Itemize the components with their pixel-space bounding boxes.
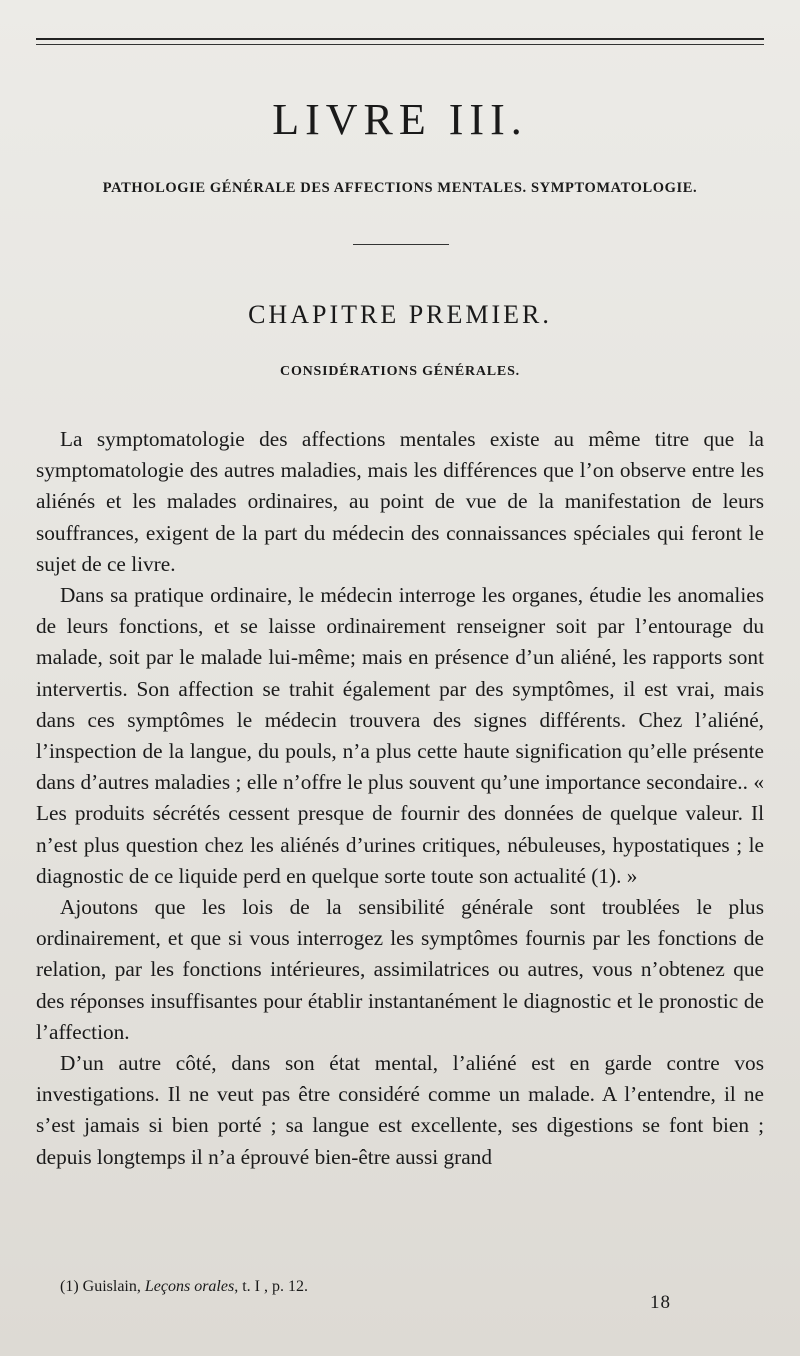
page-number: 18 bbox=[650, 1292, 671, 1313]
paragraph: D’un autre côté, dans son état mental, l’aliéné est en garde contre vos investigations. Il ne veut pas être considéré comme un malade. A l’entendre, il ne s’est jamais si bien porté ; sa langue est excellente, ses digestions se font bien ; depuis longtemps il n’a éprouvé bien-être aussi grand bbox=[36, 1051, 764, 1169]
footnote bbox=[60, 1278, 308, 1296]
footnote-ref: , t. I , p. 12. bbox=[234, 1278, 308, 1295]
footnote-marker: (1) Guislain, bbox=[60, 1278, 145, 1295]
book-title: LIVRE III. bbox=[272, 95, 528, 144]
paragraph: La symptomatologie des affections mentales existe au même titre que la symptomatologie des autres maladies, mais les différences que l’on observe entre les aliénés et les malades ordinaires, au point de vue de la manifestation de leurs souffrances, exigent de la part du médecin des connaissances spéciales qui feront le sujet de ce livre. bbox=[36, 427, 764, 576]
chapter-title: CHAPITRE PREMIER. bbox=[248, 300, 552, 329]
body-text bbox=[36, 424, 764, 1173]
thick-rule bbox=[36, 38, 764, 40]
header-rules bbox=[36, 38, 764, 45]
paragraph: Dans sa pratique ordinaire, le médecin interroge les organes, étudie les anomalies de leurs fonctions, et se laisse ordinairement renseigner soit par l’entourage du malade, soit par le malade lui-même; mais en présence d’un aliéné, les rapports sont intervertis. Son affection se trahit également par des symptômes, il est vrai, mais dans ces symptômes le médecin trouvera des signes différents. Chez l’aliéné, l’inspection de la langue, du pouls, n’a plus cette haute signification qu’elle présente dans d’autres maladies ; elle n’offre le plus souvent qu’une importance secondaire.. « Les produits sécrétés cessent presque de fournir des données de quelque valeur. Il n’est plus question chez les aliénés d’urines critiques, nébuleuses, hypostatiques ; le diagnostic de ce liquide perd en quelque sorte toute son actualité (1). » bbox=[36, 583, 764, 888]
section-divider bbox=[353, 244, 449, 245]
thin-rule bbox=[36, 44, 764, 45]
book-subtitle: PATHOLOGIE GÉNÉRALE DES AFFECTIONS MENTALES. SYMPTOMATOLOGIE. bbox=[102, 180, 698, 196]
chapter-subtitle: CONSIDÉRATIONS GÉNÉRALES. bbox=[280, 364, 520, 379]
footnote-work: Leçons orales bbox=[144, 1278, 235, 1295]
paragraph: Ajoutons que les lois de la sensibilité générale sont troublées le plus ordinairement, et que si vous interrogez les symptômes fournis par les fonctions de relation, par les fonctions intérieures, assimilatrices ou autres, vous n’obtenez que des réponses insuffisantes pour établir instantanément le diagnostic et le pronostic de l’affection. bbox=[36, 895, 764, 1044]
